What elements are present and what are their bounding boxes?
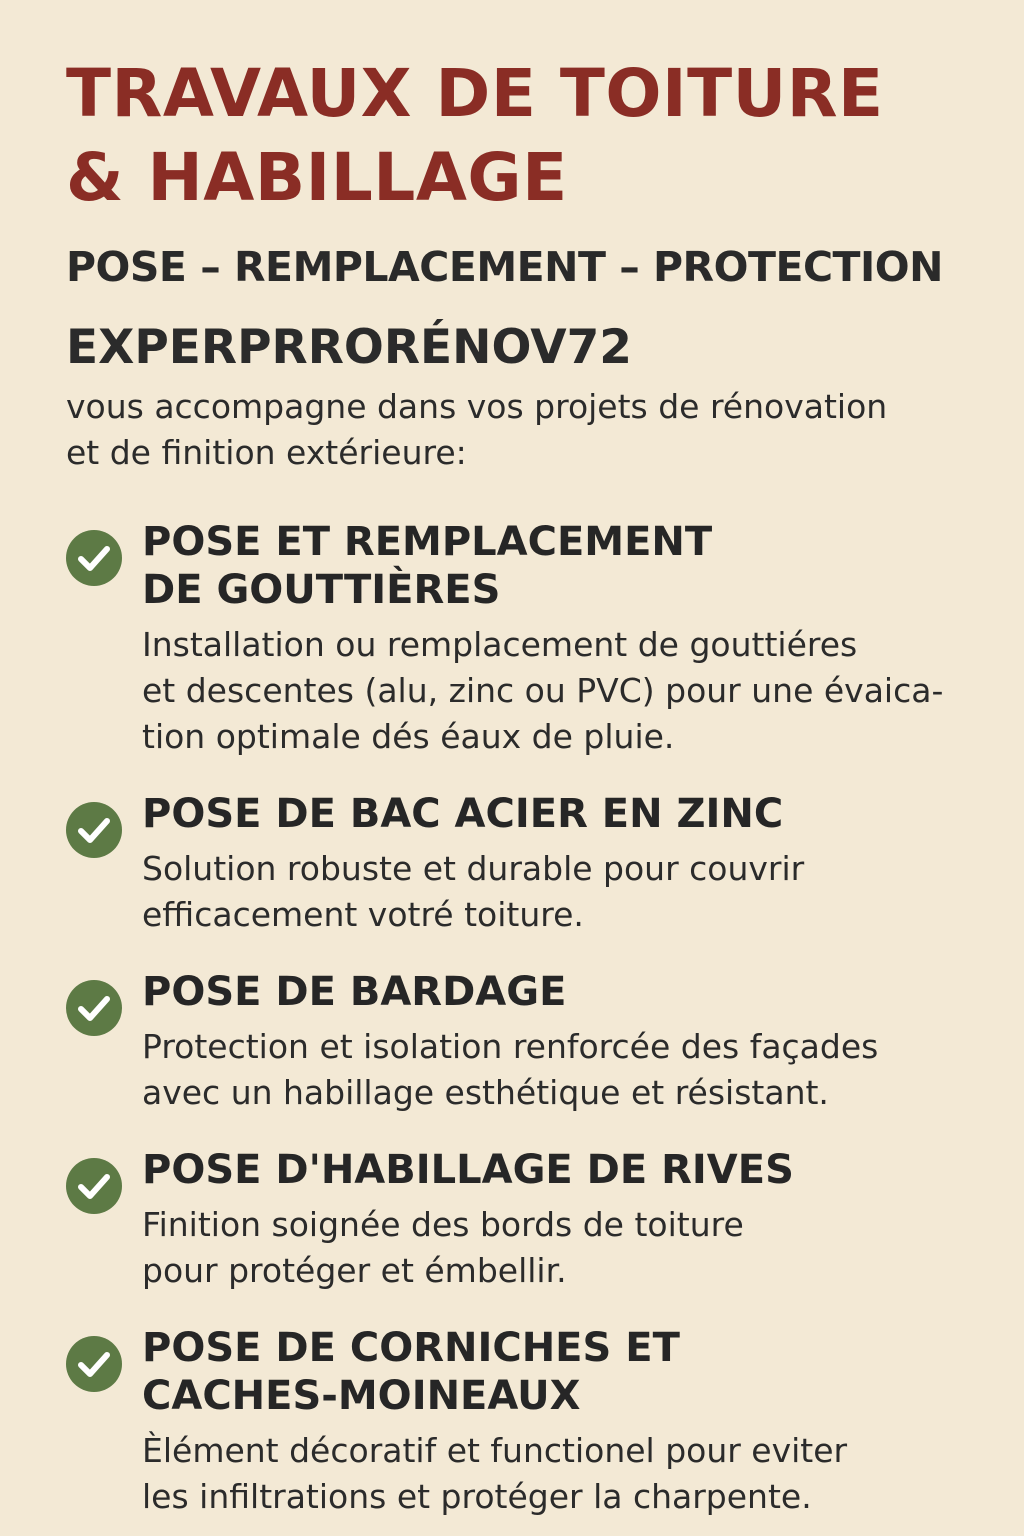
check-circle-icon xyxy=(66,1336,122,1392)
service-description xyxy=(142,1428,960,1520)
page-title xyxy=(66,52,960,220)
service-description-line: Èlément décoratif et functionel pour eviter xyxy=(142,1431,848,1470)
check-circle-icon xyxy=(66,530,122,586)
service-description-line: Protection et isolation renforcée des façades xyxy=(142,1027,879,1066)
service-title-line: POSE D'HABILLAGE DE RIVES xyxy=(142,1147,794,1193)
title-line: & HABILLAGE xyxy=(66,139,568,216)
service-title xyxy=(142,968,960,1016)
intro-line: vous accompagne dans vos projets de rénovation xyxy=(66,387,888,426)
service-title-line: CACHES-MOINEAUX xyxy=(142,1373,581,1419)
service-description-line: tion optimale dés éaux de pluie. xyxy=(142,717,675,756)
service-title-line: POSE DE CORNICHES ET xyxy=(142,1325,680,1371)
check-circle-icon xyxy=(66,980,122,1036)
service-description xyxy=(142,846,960,938)
service-item xyxy=(66,968,960,1116)
service-title xyxy=(142,790,960,838)
service-description-line: et descentes (alu, zinc ou PVC) pour une évaica- xyxy=(142,671,944,710)
service-title-line: POSE DE BAC ACIER EN ZINC xyxy=(142,791,784,837)
page-subtitle: POSE – REMPLACEMENT – PROTECTION xyxy=(66,243,943,291)
service-title xyxy=(142,1324,960,1420)
service-description-line: efficacement votré toiture. xyxy=(142,895,584,934)
service-description-line: Finition soignée des bords de toiture xyxy=(142,1205,744,1244)
service-description-line: Installation ou remplacement de gouttiéres xyxy=(142,625,858,664)
company-name: EXPERPRRORÉNOV72 xyxy=(66,320,632,375)
check-circle-icon xyxy=(66,802,122,858)
service-item xyxy=(66,790,960,938)
service-description xyxy=(142,622,960,760)
intro-line: et de finition extérieure: xyxy=(66,433,467,472)
service-title xyxy=(142,518,960,614)
service-item xyxy=(66,1146,960,1294)
service-title xyxy=(142,1146,960,1194)
intro-text xyxy=(66,384,960,476)
service-description-line: avec un habillage esthétique et résistant. xyxy=(142,1073,829,1112)
title-line: TRAVAUX DE TOITURE xyxy=(66,55,884,132)
service-description xyxy=(142,1202,960,1294)
services-list xyxy=(66,518,960,1520)
service-item xyxy=(66,518,960,760)
service-title-line: POSE ET REMPLACEMENT xyxy=(142,519,713,565)
service-description-line: pour protéger et émbellir. xyxy=(142,1251,567,1290)
service-title-line: DE GOUTTIÈRES xyxy=(142,567,501,613)
service-description xyxy=(142,1024,960,1116)
service-title-line: POSE DE BARDAGE xyxy=(142,969,567,1015)
service-description-line: les infiltrations et protéger la charpente. xyxy=(142,1477,812,1516)
check-circle-icon xyxy=(66,1158,122,1214)
service-item xyxy=(66,1324,960,1520)
service-description-line: Solution robuste et durable pour couvrir xyxy=(142,849,805,888)
